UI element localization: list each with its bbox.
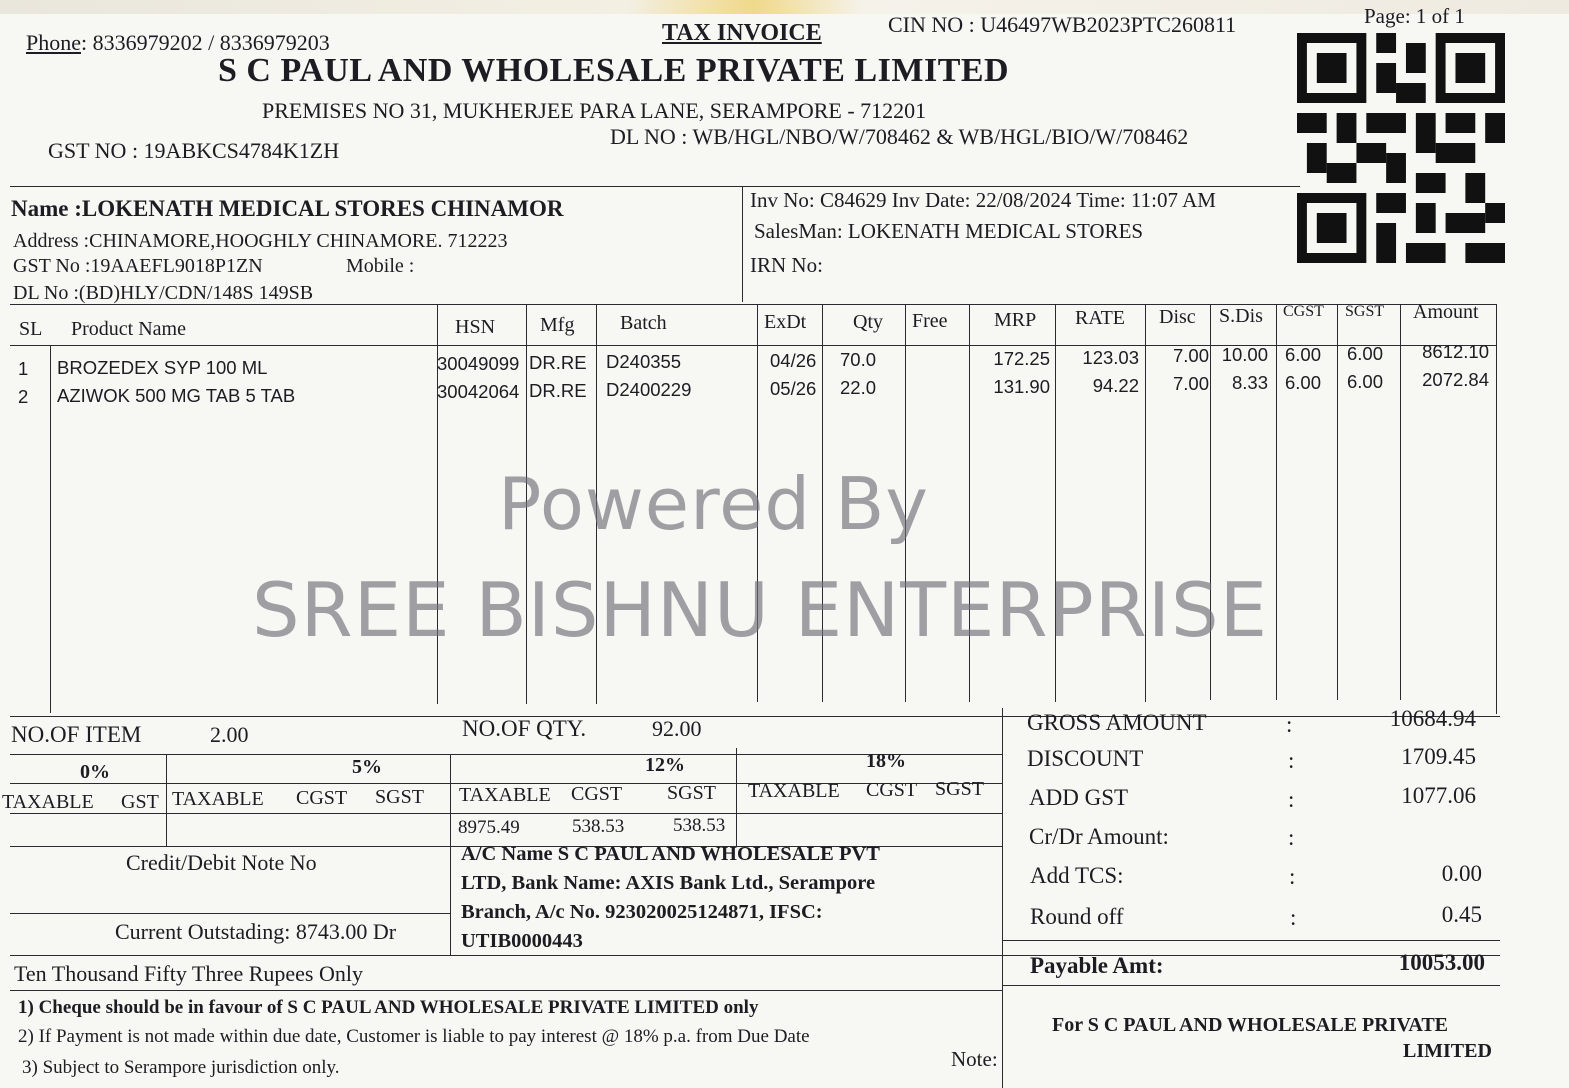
amount-in-words: Ten Thousand Fifty Three Rupees Only <box>14 961 363 986</box>
credit-note-label: Credit/Debit Note No <box>126 850 317 875</box>
rule <box>166 754 167 846</box>
current-outstanding: Current Outstading: 8743.00 Dr <box>115 919 397 944</box>
slab18-cgst: CGST <box>866 779 918 801</box>
rule <box>1496 304 1497 714</box>
salesman: SalesMan: LOKENATH MEDICAL STORES <box>754 219 1144 243</box>
add-gst-label: ADD GST <box>1029 785 1129 810</box>
rule <box>10 716 1500 717</box>
page-number: Page: 1 of 1 <box>1364 4 1465 28</box>
cell-sl: 2 <box>18 386 29 407</box>
cell-qty: 22.0 <box>840 377 877 398</box>
term-3: 3) Subject to Serampore jurisdiction only. <box>22 1057 340 1078</box>
customer-name: Name :LOKENATH MEDICAL STORES CHINAMOR <box>11 196 564 221</box>
rule <box>1002 940 1500 941</box>
customer-address: Address :CHINAMORE,HOOGHLY CHINAMORE. 712223 <box>13 230 508 252</box>
cell-mfg: DR.RE <box>529 352 587 373</box>
colon: : <box>1290 905 1297 930</box>
phone-label: Phone <box>26 30 81 55</box>
slab-0: 0% <box>80 761 110 783</box>
rule <box>1400 304 1401 700</box>
phone-numbers: : 8336979202 / 8336979203 <box>81 30 330 55</box>
no-of-qty-value: 92.00 <box>652 716 702 741</box>
col-header-sdis: S.Dis <box>1219 305 1263 327</box>
cell-batch: D240355 <box>606 351 682 372</box>
col-header-free: Free <box>912 310 948 332</box>
bank-details <box>461 840 880 956</box>
col-header-mfg: Mfg <box>540 314 575 336</box>
note-label: Note: <box>951 1047 998 1071</box>
term-1: 1) Cheque should be in favour of S C PAUL AND WHOLESALE PRIVATE LIMITED only <box>18 997 759 1018</box>
rule <box>10 990 1002 991</box>
cell-mrp: 172.25 <box>993 348 1050 369</box>
slab-12: 12% <box>645 754 685 776</box>
invoice-details: Inv No: C84629 Inv Date: 22/08/2024 Time: 11:07 AM <box>750 188 1216 212</box>
slab-5: 5% <box>352 756 382 778</box>
rule <box>1276 304 1277 700</box>
cell-sgst: 6.00 <box>1347 371 1384 392</box>
gross-amount-value: 10684.94 <box>1389 706 1476 731</box>
col-header-exdt: ExDt <box>764 311 807 333</box>
col-header-sl: SL <box>19 318 43 340</box>
slab12-sgst-value: 538.53 <box>673 815 726 836</box>
round-off-value: 0.45 <box>1441 902 1482 927</box>
bank-line: Branch, A/c No. 923020025124871, IFSC: <box>461 901 823 923</box>
cell-mfg: DR.RE <box>529 380 587 401</box>
crdr-label: Cr/Dr Amount: <box>1029 824 1169 849</box>
signature-line2: LIMITED <box>1403 1040 1492 1062</box>
add-tcs-value: 0.00 <box>1441 861 1482 886</box>
col-header-batch: Batch <box>620 312 667 334</box>
colon: : <box>1288 748 1295 773</box>
col-header-rate: RATE <box>1075 307 1125 329</box>
col-header-sgst: SGST <box>1345 303 1385 320</box>
irn-number: IRN No: <box>750 253 823 277</box>
slab12-sgst: SGST <box>667 782 716 804</box>
cell-mrp: 131.90 <box>993 376 1050 397</box>
rule <box>10 754 1002 755</box>
col-header-disc: Disc <box>1159 306 1196 328</box>
company-name: S C PAUL AND WHOLESALE PRIVATE LIMITED <box>218 52 1010 89</box>
slab5-sgst: SGST <box>375 786 424 808</box>
customer-dl: DL No :(BD)HLY/CDN/148S 149SB <box>13 282 314 304</box>
rule <box>742 186 743 302</box>
cell-disc: 7.00 <box>1172 373 1209 394</box>
colon: : <box>1286 712 1293 737</box>
cell-qty: 70.0 <box>840 349 877 370</box>
cell-sdis: 8.33 <box>1231 372 1268 393</box>
colon: : <box>1288 787 1295 812</box>
cell-exdt: 05/26 <box>770 378 817 399</box>
payable-value: 10053.00 <box>1398 950 1485 975</box>
slab5-cgst: CGST <box>296 787 348 809</box>
no-of-items-label: NO.OF ITEM <box>11 722 142 747</box>
no-of-qty-label: NO.OF QTY. <box>462 716 587 741</box>
company-address: PREMISES NO 31, MUKHERJEE PARA LANE, SERAMPORE - 712201 <box>262 98 927 123</box>
colon: : <box>1289 864 1296 889</box>
cell-cgst: 6.00 <box>1285 344 1322 365</box>
cell-exdt: 04/26 <box>770 350 817 371</box>
watermark-line2: SREE BISHNU ENTERPRISE <box>252 566 1269 654</box>
col-header-hsn: HSN <box>455 316 496 338</box>
bank-line: A/C Name S C PAUL AND WHOLESALE PVT <box>461 843 880 865</box>
term-2: 2) If Payment is not made within due date, Customer is liable to pay interest @ 18% p.a. from Due Date <box>18 1026 810 1047</box>
col-header-product: Product Name <box>71 318 186 340</box>
cell-batch: D2400229 <box>606 379 692 400</box>
cell-amount: 8612.10 <box>1422 341 1489 362</box>
col-header-mrp: MRP <box>994 309 1037 331</box>
cell-rate: 94.22 <box>1092 375 1139 396</box>
cell-sdis: 10.00 <box>1221 344 1268 365</box>
rule <box>50 345 51 713</box>
bank-line: LTD, Bank Name: AXIS Bank Ltd., Serampore <box>461 872 876 894</box>
cell-rate: 123.03 <box>1082 347 1139 368</box>
cell-sgst: 6.00 <box>1347 343 1384 364</box>
rule <box>736 748 737 846</box>
rule <box>10 345 1496 346</box>
paper-edge <box>0 0 1569 14</box>
signature-line1: For S C PAUL AND WHOLESALE PRIVATE <box>1052 1014 1449 1036</box>
slab12-taxable: TAXABLE <box>459 784 551 806</box>
company-gst: GST NO : 19ABKCS4784K1ZH <box>48 138 340 163</box>
rule <box>1337 304 1338 700</box>
cell-product: AZIWOK 500 MG TAB 5 TAB <box>57 385 296 406</box>
customer-mobile: Mobile : <box>346 255 415 277</box>
add-tcs-label: Add TCS: <box>1030 863 1124 888</box>
col-header-cgst: CGST <box>1283 303 1324 320</box>
rule <box>1002 985 1500 986</box>
rule <box>450 754 451 955</box>
watermark-line1: Powered By <box>498 462 929 546</box>
payable-label: Payable Amt: <box>1030 953 1164 978</box>
slab5-taxable: TAXABLE <box>172 788 264 810</box>
rule <box>10 913 450 914</box>
rule <box>1002 708 1003 1088</box>
cell-disc: 7.00 <box>1172 345 1209 366</box>
company-dl: DL NO : WB/HGL/NBO/W/708462 & WB/HGL/BIO/W/708462 <box>610 124 1189 149</box>
slab18-sgst: SGST <box>935 778 984 800</box>
slab0-taxable: TAXABLE <box>2 791 94 813</box>
col-header-qty: Qty <box>853 311 883 333</box>
rule <box>10 813 1002 814</box>
slab12-cgst-value: 538.53 <box>572 816 625 837</box>
rule <box>10 304 1496 305</box>
cell-cgst: 6.00 <box>1285 372 1322 393</box>
cell-hsn: 30042064 <box>437 381 520 402</box>
cell-hsn: 30049099 <box>437 353 520 374</box>
cell-amount: 2072.84 <box>1422 369 1489 390</box>
discount-value: 1709.45 <box>1401 744 1476 769</box>
cell-product: BROZEDEX SYP 100 ML <box>57 357 268 378</box>
slab18-taxable: TAXABLE <box>748 780 840 802</box>
cin-number: CIN NO : U46497WB2023PTC260811 <box>888 12 1237 37</box>
discount-label: DISCOUNT <box>1027 746 1144 771</box>
customer-gst: GST No :19AAEFL9018P1ZN <box>13 255 263 277</box>
bank-line: UTIB0000443 <box>461 930 583 952</box>
slab-18: 18% <box>866 750 906 772</box>
slab0-gst: GST <box>121 791 159 813</box>
add-gst-value: 1077.06 <box>1401 783 1476 808</box>
no-of-items-value: 2.00 <box>210 722 249 747</box>
cell-sl: 1 <box>18 358 29 379</box>
col-header-amount: Amount <box>1413 301 1479 323</box>
gross-amount-label: GROSS AMOUNT <box>1027 710 1207 735</box>
qr-code-icon <box>1297 33 1505 263</box>
round-off-label: Round off <box>1030 904 1124 929</box>
slab12-taxable-value: 8975.49 <box>458 817 520 838</box>
rule <box>10 186 1300 187</box>
colon: : <box>1288 825 1295 850</box>
document-title: TAX INVOICE <box>662 20 822 46</box>
slab12-cgst: CGST <box>571 783 623 805</box>
